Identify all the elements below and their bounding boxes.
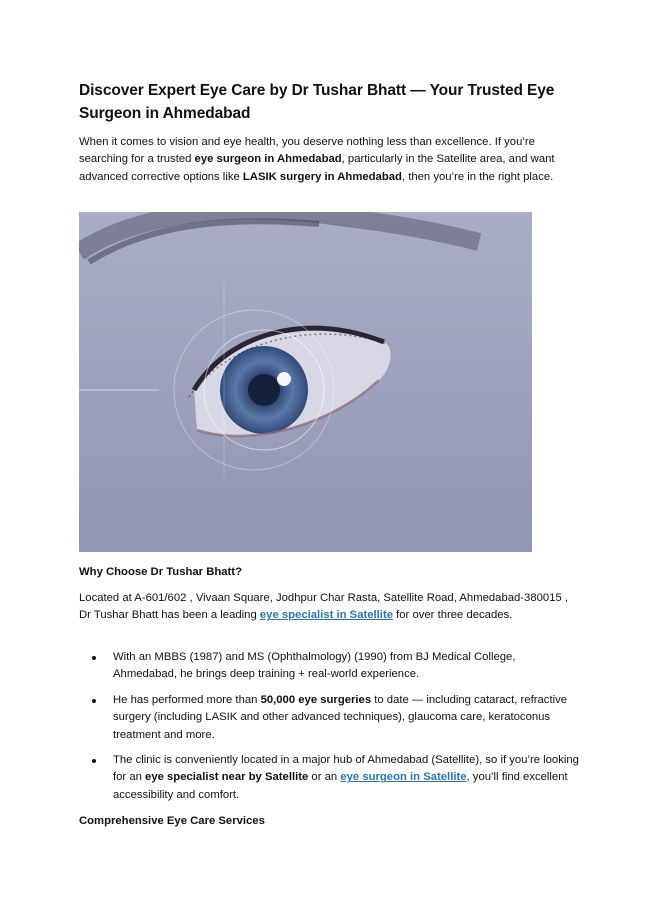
services-heading: Comprehensive Eye Care Services xyxy=(79,815,265,827)
bullet-text: , you’ll find excellent accessibility and comfort. xyxy=(113,771,568,801)
location-text-1: Located at A-601/602 , Vivaan Square, Jodhpur Char Rasta, Satellite Road, Ahmedabad-380015 , Dr Tushar Bhatt has been a leading xyxy=(79,592,569,622)
bullet-text: He has performed more than xyxy=(113,693,261,706)
page-title: Discover Expert Eye Care by Dr Tushar Bhatt — Your Trusted Eye Surgeon in Ahmedabad xyxy=(79,82,555,122)
eye-illustration-icon xyxy=(79,212,532,552)
why-choose-heading: Why Choose Dr Tushar Bhatt? xyxy=(79,566,242,578)
hero-eye-image xyxy=(79,212,532,552)
intro-text-3: , then you’re in the right place. xyxy=(401,170,554,183)
bullet-text: to date — including cataract, refractive surgery (including LASIK and other advanced techniques), glaucoma care, keratoconus treatment and more. xyxy=(113,693,568,741)
eye-surgeon-satellite-link[interactable]: eye surgeon in Satellite xyxy=(340,771,467,784)
intro-bold-eye-surgeon: eye surgeon in Ahmedabad xyxy=(194,153,342,166)
bullet-text: With an MBBS (1987) and MS (Ophthalmology) (1990) from BJ Medical College, Ahmedabad, he brings deep training + real-world experience. xyxy=(113,651,516,681)
bullet-icon xyxy=(92,699,96,703)
credentials-list xyxy=(79,649,579,812)
eye-specialist-satellite-link[interactable]: eye specialist in Satellite xyxy=(259,609,393,622)
intro-bold-lasik: LASIK surgery in Ahmedabad xyxy=(242,170,402,183)
bullet-text: The clinic is conveniently located in a major hub of Ahmedabad (Satellite), so if you’re looking for an xyxy=(113,754,579,784)
location-paragraph xyxy=(79,590,579,625)
intro-text-2: , particularly in the Satellite area, and want advanced corrective options like xyxy=(79,153,555,183)
list-item xyxy=(79,692,579,744)
bullet-bold-specialist: eye specialist near by Satellite xyxy=(145,771,309,784)
list-item xyxy=(79,649,579,684)
intro-paragraph xyxy=(79,134,579,186)
bullet-text: or an xyxy=(308,771,341,784)
list-item xyxy=(79,752,579,804)
location-text-2: for over three decades. xyxy=(393,609,513,622)
bullet-icon xyxy=(92,759,96,763)
bullet-bold-surgeries: 50,000 eye surgeries xyxy=(260,693,372,706)
bullet-icon xyxy=(92,656,96,660)
intro-text-1: When it comes to vision and eye health, you deserve nothing less than excellence. If you’re searching for a trusted xyxy=(79,136,535,166)
